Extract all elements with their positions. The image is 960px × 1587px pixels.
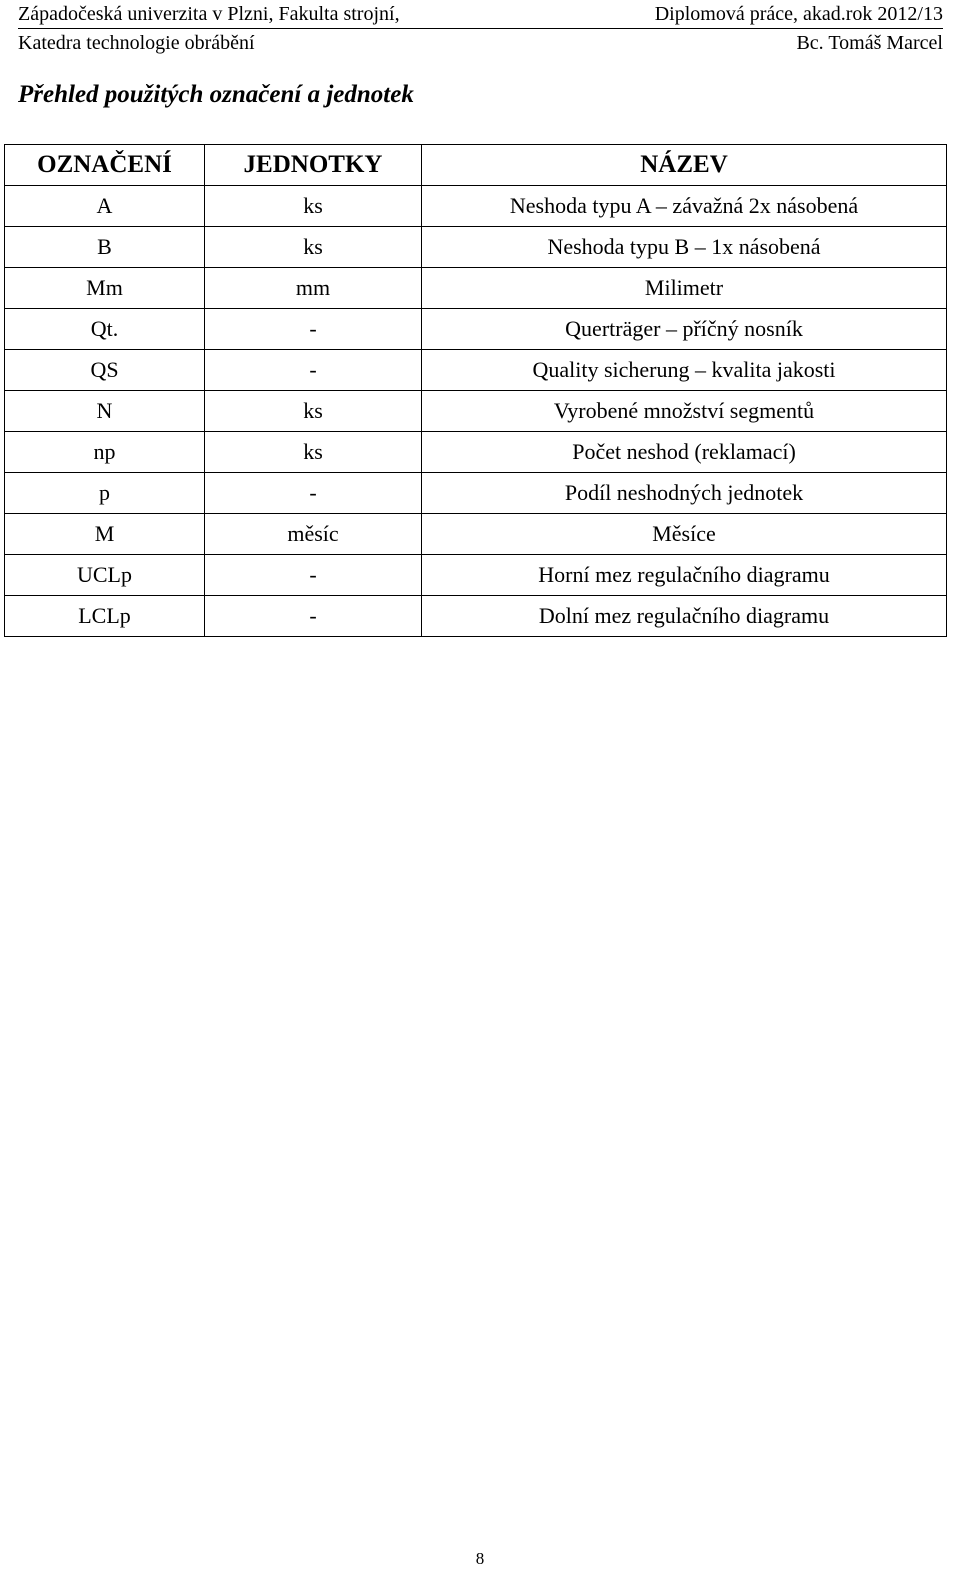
cell-symbol: Qt. [5,309,205,350]
cell-unit: - [205,473,422,514]
header-line-1 [18,0,943,29]
table-row [5,596,947,637]
cell-unit: mm [205,268,422,309]
cell-name: Milimetr [422,268,947,309]
cell-unit: - [205,350,422,391]
symbols-table [4,144,947,637]
table-row [5,268,947,309]
table-row [5,555,947,596]
cell-symbol: M [5,514,205,555]
table-row [5,227,947,268]
cell-symbol: A [5,186,205,227]
cell-unit: - [205,555,422,596]
cell-name: Neshoda typu B – 1x násobená [422,227,947,268]
cell-unit: měsíc [205,514,422,555]
cell-name: Horní mez regulačního diagramu [422,555,947,596]
column-header-name: NÁZEV [422,145,947,186]
cell-unit: - [205,309,422,350]
cell-unit: ks [205,186,422,227]
column-header-symbol: OZNAČENÍ [5,145,205,186]
cell-unit: ks [205,432,422,473]
header-thesis-info: Diplomová práce, akad.rok 2012/13 [654,3,943,25]
section-title: Přehled použitých označení a jednotek [18,81,414,108]
table-row [5,514,947,555]
cell-symbol: p [5,473,205,514]
table-row [5,391,947,432]
cell-unit: ks [205,391,422,432]
cell-name: Podíl neshodných jednotek [422,473,947,514]
cell-name: Počet neshod (reklamací) [422,432,947,473]
cell-symbol: QS [5,350,205,391]
cell-symbol: N [5,391,205,432]
cell-symbol: UCLp [5,555,205,596]
header-author: Bc. Tomáš Marcel [796,32,943,54]
cell-unit: - [205,596,422,637]
cell-symbol: Mm [5,268,205,309]
page-number: 8 [475,1549,485,1568]
table-row [5,432,947,473]
cell-symbol: LCLp [5,596,205,637]
cell-unit: ks [205,227,422,268]
table-row [5,309,947,350]
cell-symbol: B [5,227,205,268]
column-header-units: JEDNOTKY [205,145,422,186]
cell-name: Neshoda typu A – závažná 2x násobená [422,186,947,227]
cell-name: Dolní mez regulačního diagramu [422,596,947,637]
header-department: Katedra technologie obrábění [18,32,255,54]
cell-name: Vyrobené množství segmentů [422,391,947,432]
cell-symbol: np [5,432,205,473]
table-row [5,350,947,391]
cell-name: Quality sicherung – kvalita jakosti [422,350,947,391]
table-row [5,186,947,227]
table-header-row [5,145,947,186]
table-row [5,473,947,514]
cell-name: Měsíce [422,514,947,555]
cell-name: Querträger – příčný nosník [422,309,947,350]
page-header [18,0,943,57]
header-line-2 [18,29,943,57]
header-university: Západočeská univerzita v Plzni, Fakulta strojní, [18,3,400,25]
